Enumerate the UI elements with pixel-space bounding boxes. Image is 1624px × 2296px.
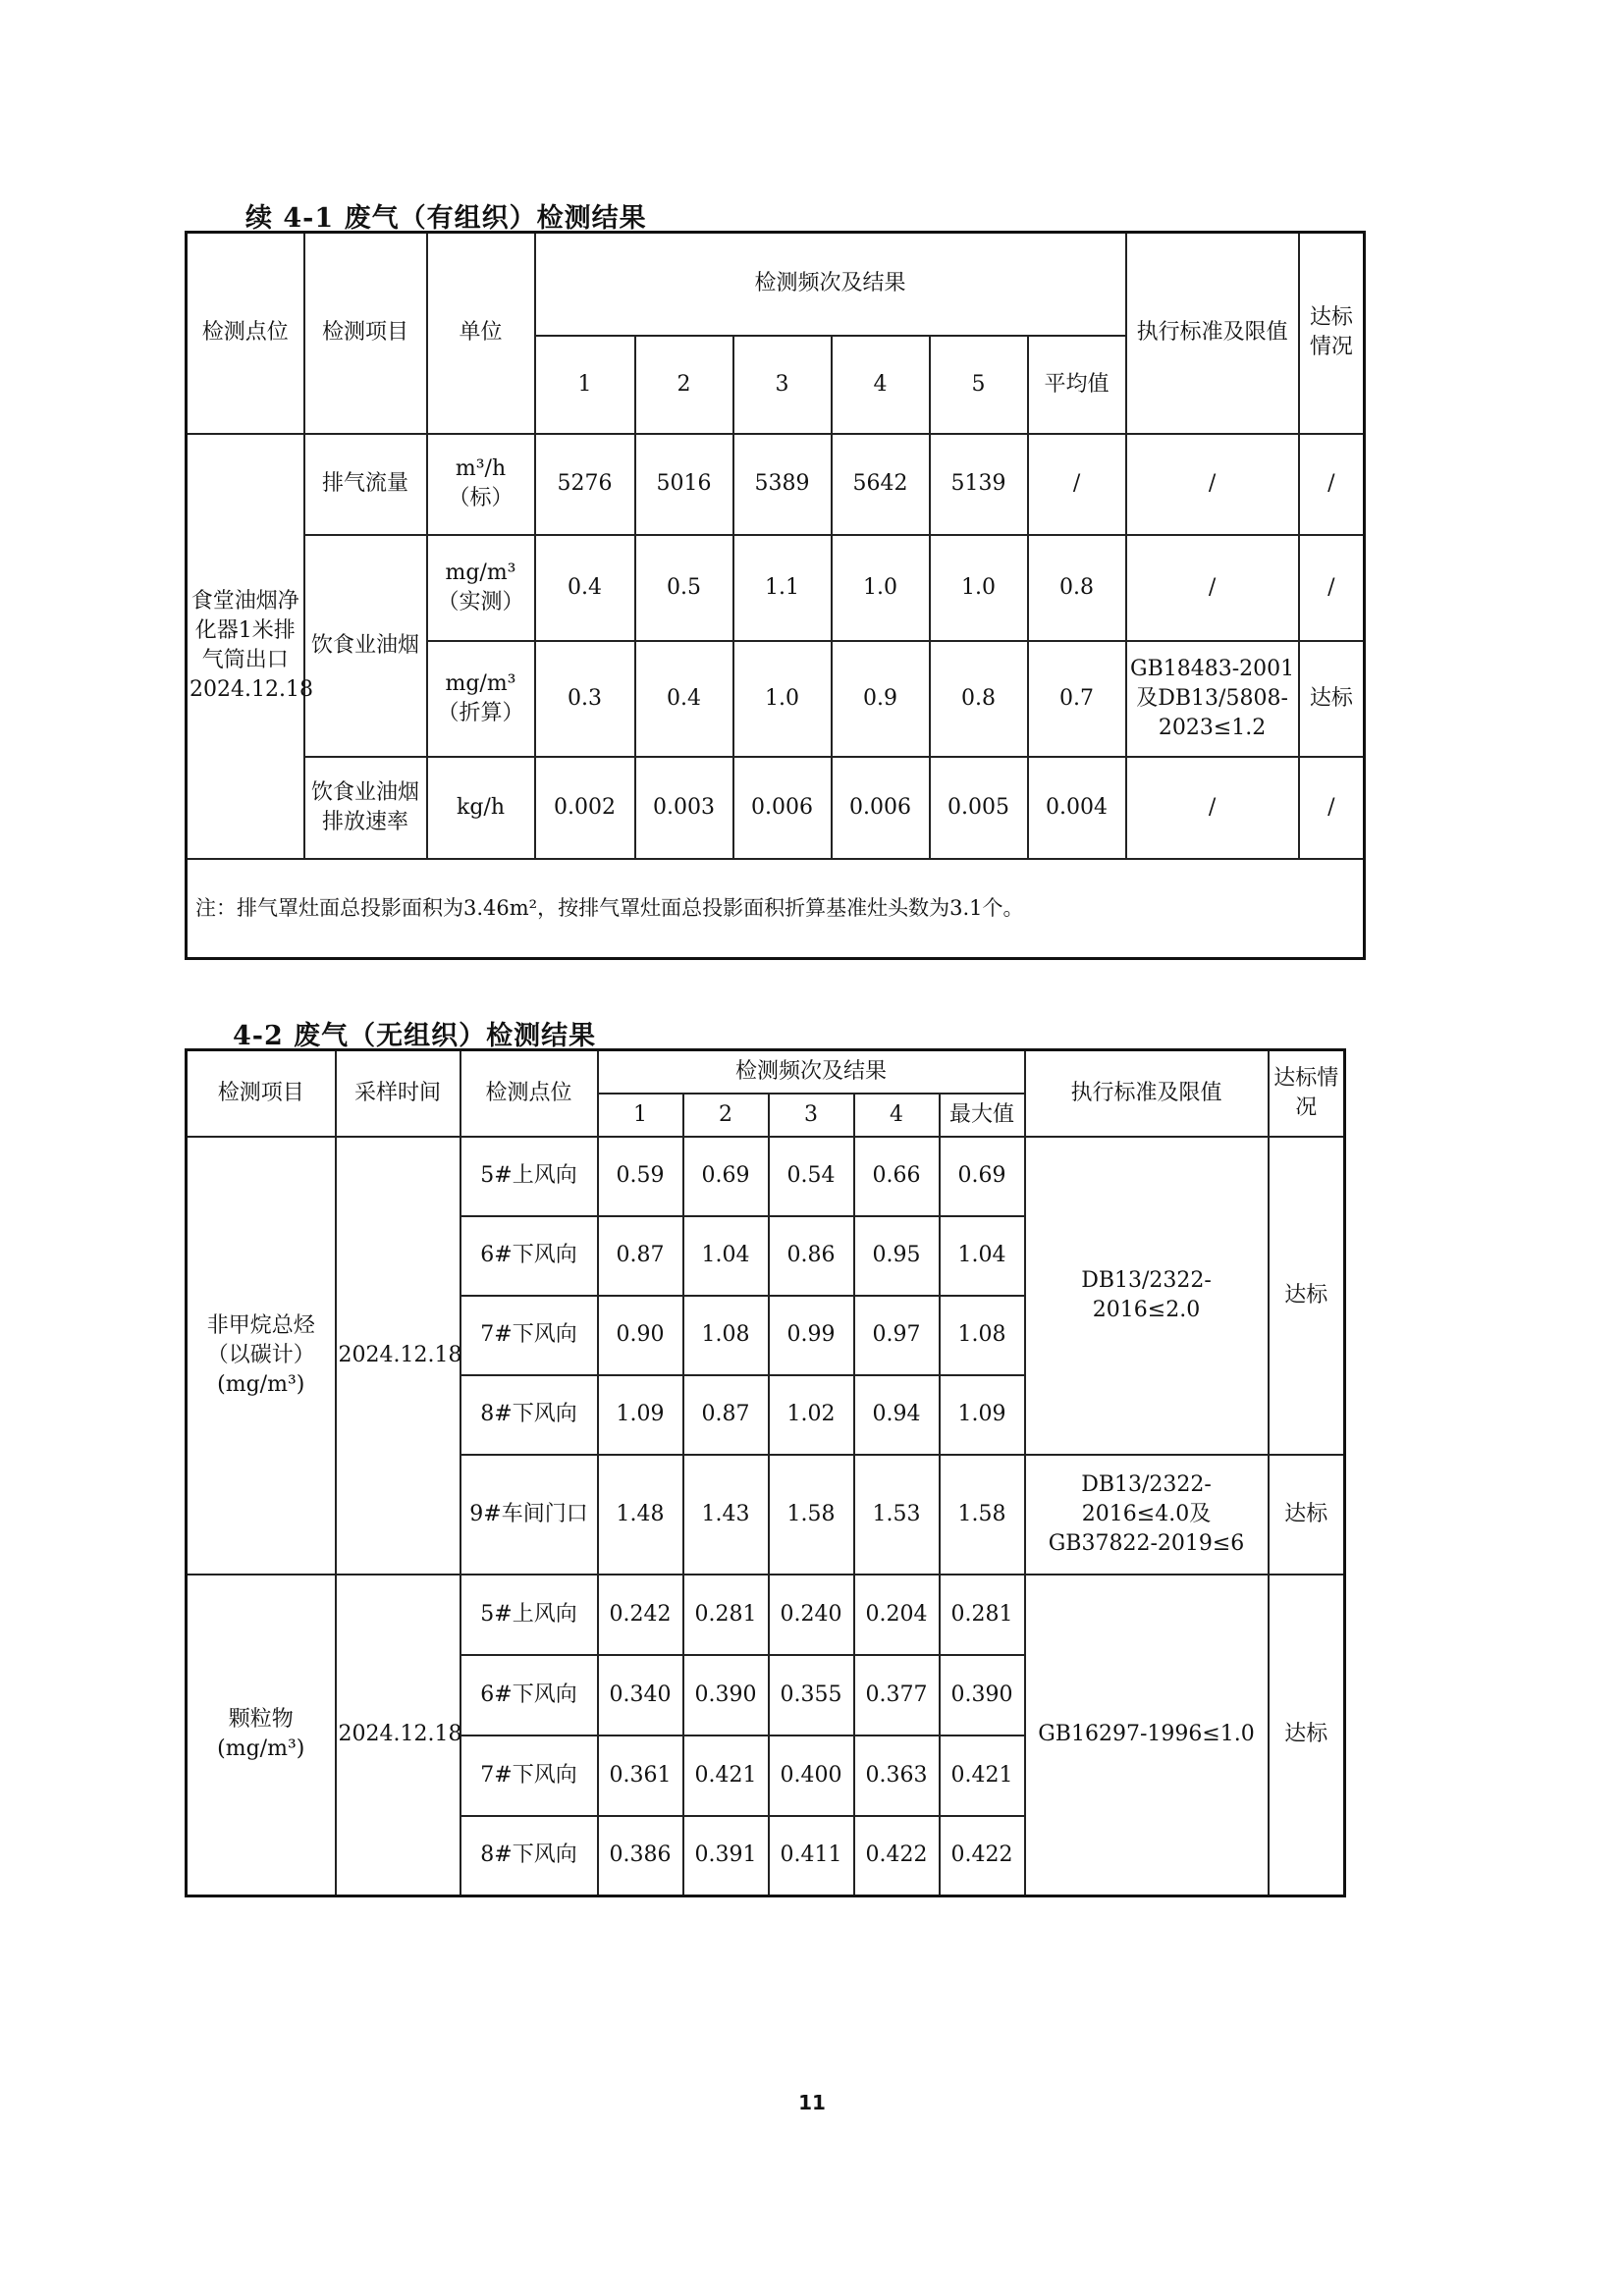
header-unit: 单位 <box>427 233 535 434</box>
value-cell: 0.87 <box>683 1375 769 1455</box>
value-cell: 0.9 <box>832 641 930 757</box>
value-cell: 1.58 <box>769 1455 854 1575</box>
point-cell: 8#下风向 <box>460 1816 598 1896</box>
value-cell: 0.4 <box>535 535 635 641</box>
value-cell: 0.411 <box>769 1816 854 1896</box>
header-n1: 1 <box>535 336 635 434</box>
value-cell: 1.1 <box>733 535 832 641</box>
value-cell: 1.48 <box>598 1455 683 1575</box>
unit-cell: mg/m³（实测） <box>427 535 535 641</box>
value-cell: 0.59 <box>598 1137 683 1216</box>
header-n3: 3 <box>733 336 832 434</box>
avg-cell: 0.8 <box>1028 535 1126 641</box>
standard-cell: / <box>1126 757 1299 859</box>
max-cell: 0.422 <box>940 1816 1025 1896</box>
value-cell: 0.87 <box>598 1216 683 1296</box>
value-cell: 1.0 <box>733 641 832 757</box>
max-cell: 0.421 <box>940 1735 1025 1816</box>
point-cell: 8#下风向 <box>460 1375 598 1455</box>
avg-cell: / <box>1028 434 1126 535</box>
compliance-cell: 达标 <box>1269 1455 1345 1575</box>
compliance-cell: / <box>1299 535 1365 641</box>
value-cell: 0.400 <box>769 1735 854 1816</box>
header-standard: 执行标准及限值 <box>1025 1050 1269 1137</box>
value-cell: 0.95 <box>854 1216 940 1296</box>
table-4-1-title: 续 4-1 废气（有组织）检测结果 <box>245 203 647 234</box>
item-cell: 非甲烷总烃（以碳计）(mg/m³) <box>187 1137 336 1575</box>
standard-cell: GB18483-2001及DB13/5808-2023≤1.2 <box>1126 641 1299 757</box>
value-cell: 1.43 <box>683 1455 769 1575</box>
standard-cell: DB13/2322-2016≤4.0及GB37822-2019≤6 <box>1025 1455 1269 1575</box>
max-cell: 1.04 <box>940 1216 1025 1296</box>
header-point: 检测点位 <box>187 233 304 434</box>
avg-cell: 0.7 <box>1028 641 1126 757</box>
value-cell: 0.281 <box>683 1575 769 1655</box>
value-cell: 0.4 <box>635 641 733 757</box>
header-max: 最大值 <box>940 1094 1025 1137</box>
value-cell: 0.69 <box>683 1137 769 1216</box>
value-cell: 0.99 <box>769 1296 854 1375</box>
value-cell: 0.66 <box>854 1137 940 1216</box>
compliance-cell: 达标 <box>1269 1137 1345 1455</box>
point-cell: 6#下风向 <box>460 1655 598 1735</box>
point-cell: 7#下风向 <box>460 1296 598 1375</box>
value-cell: 5016 <box>635 434 733 535</box>
header-point: 检测点位 <box>460 1050 598 1137</box>
header-n3: 3 <box>769 1094 854 1137</box>
unit-cell: kg/h <box>427 757 535 859</box>
page-number: 11 <box>798 2091 826 2114</box>
value-cell: 0.390 <box>683 1655 769 1735</box>
table-4-2-title: 4-2 废气（无组织）检测结果 <box>233 1021 597 1051</box>
value-cell: 0.363 <box>854 1735 940 1816</box>
header-item: 检测项目 <box>304 233 427 434</box>
table-note: 注：排气罩灶面总投影面积为3.46m²，按排气罩灶面总投影面积折算基准灶头数为3.1个。 <box>187 859 1365 959</box>
time-cell: 2024.12.18 <box>336 1575 460 1896</box>
value-cell: 1.09 <box>598 1375 683 1455</box>
value-cell: 5389 <box>733 434 832 535</box>
value-cell: 0.340 <box>598 1655 683 1735</box>
header-avg: 平均值 <box>1028 336 1126 434</box>
value-cell: 0.002 <box>535 757 635 859</box>
header-n4: 4 <box>832 336 930 434</box>
value-cell: 0.391 <box>683 1816 769 1896</box>
header-compliance: 达标情况 <box>1269 1050 1345 1137</box>
max-cell: 1.58 <box>940 1455 1025 1575</box>
compliance-cell: / <box>1299 757 1365 859</box>
value-cell: 0.003 <box>635 757 733 859</box>
compliance-cell: / <box>1299 434 1365 535</box>
header-standard: 执行标准及限值 <box>1126 233 1299 434</box>
standard-cell: / <box>1126 535 1299 641</box>
value-cell: 0.94 <box>854 1375 940 1455</box>
value-cell: 0.86 <box>769 1216 854 1296</box>
value-cell: 0.005 <box>930 757 1028 859</box>
header-n1: 1 <box>598 1094 683 1137</box>
time-cell: 2024.12.18 <box>336 1137 460 1575</box>
header-compliance: 达标情况 <box>1299 233 1365 434</box>
unit-cell: m³/h（标） <box>427 434 535 535</box>
header-time: 采样时间 <box>336 1050 460 1137</box>
value-cell: 0.8 <box>930 641 1028 757</box>
standard-cell: / <box>1126 434 1299 535</box>
value-cell: 1.04 <box>683 1216 769 1296</box>
value-cell: 1.0 <box>832 535 930 641</box>
header-results: 检测频次及结果 <box>598 1050 1025 1094</box>
table-4-2 <box>185 1048 1346 1897</box>
value-cell: 1.08 <box>683 1296 769 1375</box>
max-cell: 0.281 <box>940 1575 1025 1655</box>
value-cell: 0.422 <box>854 1816 940 1896</box>
point-cell: 9#车间门口 <box>460 1455 598 1575</box>
value-cell: 5276 <box>535 434 635 535</box>
value-cell: 0.361 <box>598 1735 683 1816</box>
value-cell: 0.242 <box>598 1575 683 1655</box>
value-cell: 1.02 <box>769 1375 854 1455</box>
value-cell: 0.386 <box>598 1816 683 1896</box>
point-cell: 5#上风向 <box>460 1137 598 1216</box>
value-cell: 0.355 <box>769 1655 854 1735</box>
monitoring-point-cell: 食堂油烟净化器1米排气筒出口2024.12.18 <box>187 434 304 859</box>
value-cell: 0.006 <box>733 757 832 859</box>
value-cell: 1.0 <box>930 535 1028 641</box>
header-item: 检测项目 <box>187 1050 336 1137</box>
point-cell: 7#下风向 <box>460 1735 598 1816</box>
max-cell: 1.08 <box>940 1296 1025 1375</box>
max-cell: 0.69 <box>940 1137 1025 1216</box>
item-cell: 饮食业油烟排放速率 <box>304 757 427 859</box>
header-n2: 2 <box>683 1094 769 1137</box>
compliance-cell: 达标 <box>1299 641 1365 757</box>
item-cell: 颗粒物(mg/m³) <box>187 1575 336 1896</box>
header-n5: 5 <box>930 336 1028 434</box>
value-cell: 0.97 <box>854 1296 940 1375</box>
item-cell: 排气流量 <box>304 434 427 535</box>
avg-cell: 0.004 <box>1028 757 1126 859</box>
value-cell: 0.90 <box>598 1296 683 1375</box>
value-cell: 1.53 <box>854 1455 940 1575</box>
value-cell: 0.421 <box>683 1735 769 1816</box>
max-cell: 1.09 <box>940 1375 1025 1455</box>
point-cell: 6#下风向 <box>460 1216 598 1296</box>
value-cell: 0.5 <box>635 535 733 641</box>
unit-cell: mg/m³（折算） <box>427 641 535 757</box>
compliance-cell: 达标 <box>1269 1575 1345 1896</box>
table-4-1 <box>185 231 1366 960</box>
header-n4: 4 <box>854 1094 940 1137</box>
value-cell: 0.240 <box>769 1575 854 1655</box>
standard-cell: DB13/2322-2016≤2.0 <box>1025 1137 1269 1455</box>
item-cell: 饮食业油烟 <box>304 535 427 757</box>
value-cell: 0.204 <box>854 1575 940 1655</box>
header-results: 检测频次及结果 <box>535 233 1126 336</box>
point-cell: 5#上风向 <box>460 1575 598 1655</box>
standard-cell: GB16297-1996≤1.0 <box>1025 1575 1269 1896</box>
value-cell: 5139 <box>930 434 1028 535</box>
value-cell: 0.3 <box>535 641 635 757</box>
value-cell: 0.006 <box>832 757 930 859</box>
value-cell: 0.54 <box>769 1137 854 1216</box>
value-cell: 5642 <box>832 434 930 535</box>
value-cell: 0.377 <box>854 1655 940 1735</box>
max-cell: 0.390 <box>940 1655 1025 1735</box>
header-n2: 2 <box>635 336 733 434</box>
